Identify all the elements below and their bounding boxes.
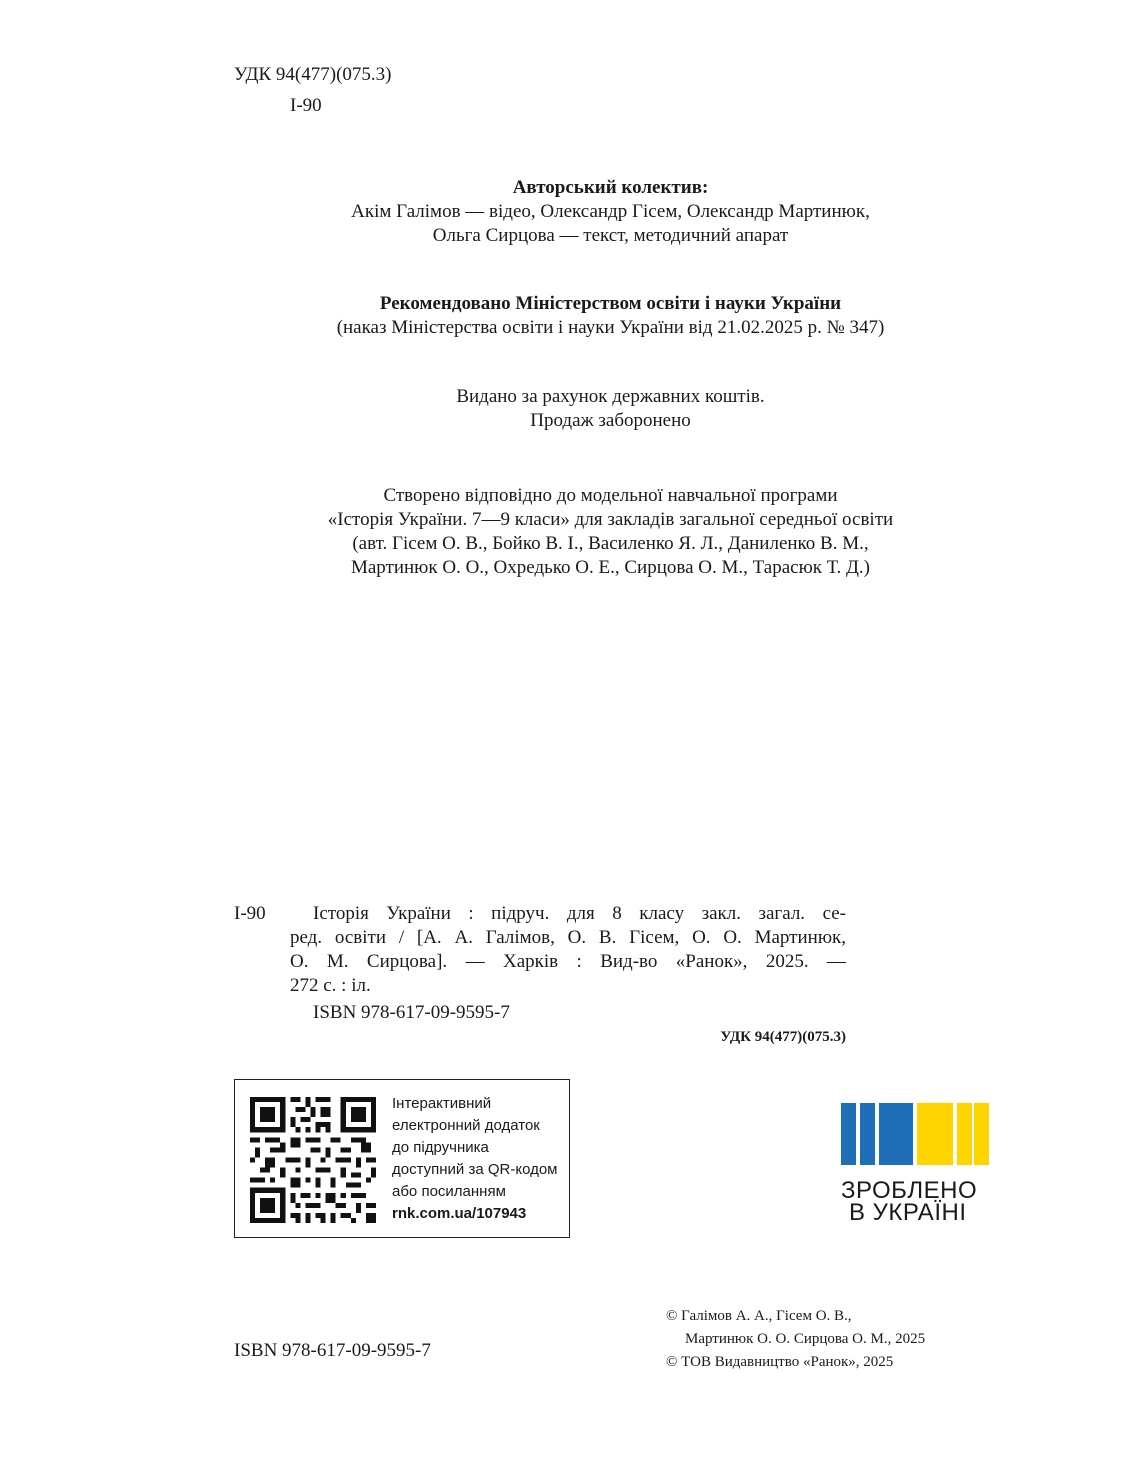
- copyright-block: [666, 1305, 925, 1374]
- copyright-line: Мартинюк О. О. Сирцова О. М., 2025: [685, 1331, 926, 1347]
- qr-description: [392, 1093, 558, 1225]
- authors-line: Акім Галімов — відео, Олександр Гісем, Олександр Мартинюк,: [351, 201, 870, 222]
- funding-line: Видано за рахунок державних коштів.: [456, 386, 765, 407]
- copyright-line: © Галімов А. А., Гісем О. В.,: [666, 1308, 852, 1324]
- recommendation-section: [0, 292, 1133, 340]
- qr-info-box: [234, 1079, 570, 1238]
- qr-text-line: до підручника: [392, 1139, 489, 1156]
- footer-isbn: ISBN 978-617-09-9595-7: [234, 1340, 431, 1361]
- qr-text-line: або посиланням: [392, 1183, 506, 1200]
- program-line: Створено відповідно до модельної навчальної програми: [383, 485, 838, 506]
- authors-section: [0, 176, 1133, 248]
- recommendation-heading: Рекомендовано Міністерством освіти і науки України: [379, 293, 842, 314]
- qr-text-line: доступний за QR-кодом: [392, 1161, 558, 1178]
- authors-heading: Авторський колектив:: [512, 177, 709, 198]
- biblio-line: Історія України : підруч. для 8 класу закл. загал. се-: [313, 903, 846, 924]
- biblio-record: [290, 902, 846, 998]
- catalog-code: І-90: [290, 95, 322, 116]
- biblio-udk: УДК 94(477)(075.3): [720, 1029, 846, 1045]
- authors-line: Ольга Сирцова — текст, методичний апарат: [432, 225, 789, 246]
- qr-text-line: Інтерактивний: [392, 1095, 492, 1112]
- qr-link[interactable]: rnk.com.ua/107943: [392, 1205, 527, 1222]
- biblio-line: ред. освіти / [А. А. Галімов, О. В. Гісем, О. О. Мартинюк,: [290, 927, 846, 948]
- qr-code[interactable]: [250, 1097, 376, 1223]
- made-in-ukraine-line2: В УКРАЇНІ: [849, 1199, 967, 1226]
- udk-header: УДК 94(477)(075.3): [234, 64, 392, 85]
- copyright-line: © ТОВ Видавництво «Ранок», 2025: [666, 1354, 894, 1370]
- program-line: «Історія України. 7—9 класи» для закладів загальної середньої освіти: [327, 509, 894, 530]
- recommendation-order: (наказ Міністерства освіти і науки України від 21.02.2025 р. № 347): [336, 317, 885, 338]
- made-in-ukraine-line1: ЗРОБЛЕНО: [841, 1177, 978, 1204]
- made-in-ukraine-logo: [841, 1103, 989, 1226]
- sale-prohibited: Продаж заборонено: [530, 410, 691, 431]
- biblio-line: 272 с. : іл.: [290, 975, 371, 996]
- biblio-line: О. М. Сирцова]. — Харків : Вид-во «Ранок», 2025. —: [290, 951, 846, 972]
- biblio-isbn: ISBN 978-617-09-9595-7: [313, 1002, 510, 1023]
- program-section: [0, 484, 1133, 580]
- biblio-code: І-90: [234, 903, 266, 924]
- program-line: (авт. Гісем О. В., Бойко В. І., Василенко Я. Л., Даниленко В. М.,: [352, 533, 869, 554]
- program-line: Мартинюк О. О., Охредько О. Е., Сирцова О. М., Тарасюк Т. Д.): [350, 557, 871, 578]
- funding-section: [0, 385, 1133, 433]
- qr-text-line: електронний додаток: [392, 1117, 540, 1134]
- made-in-ukraine-flag-icon: [841, 1103, 989, 1165]
